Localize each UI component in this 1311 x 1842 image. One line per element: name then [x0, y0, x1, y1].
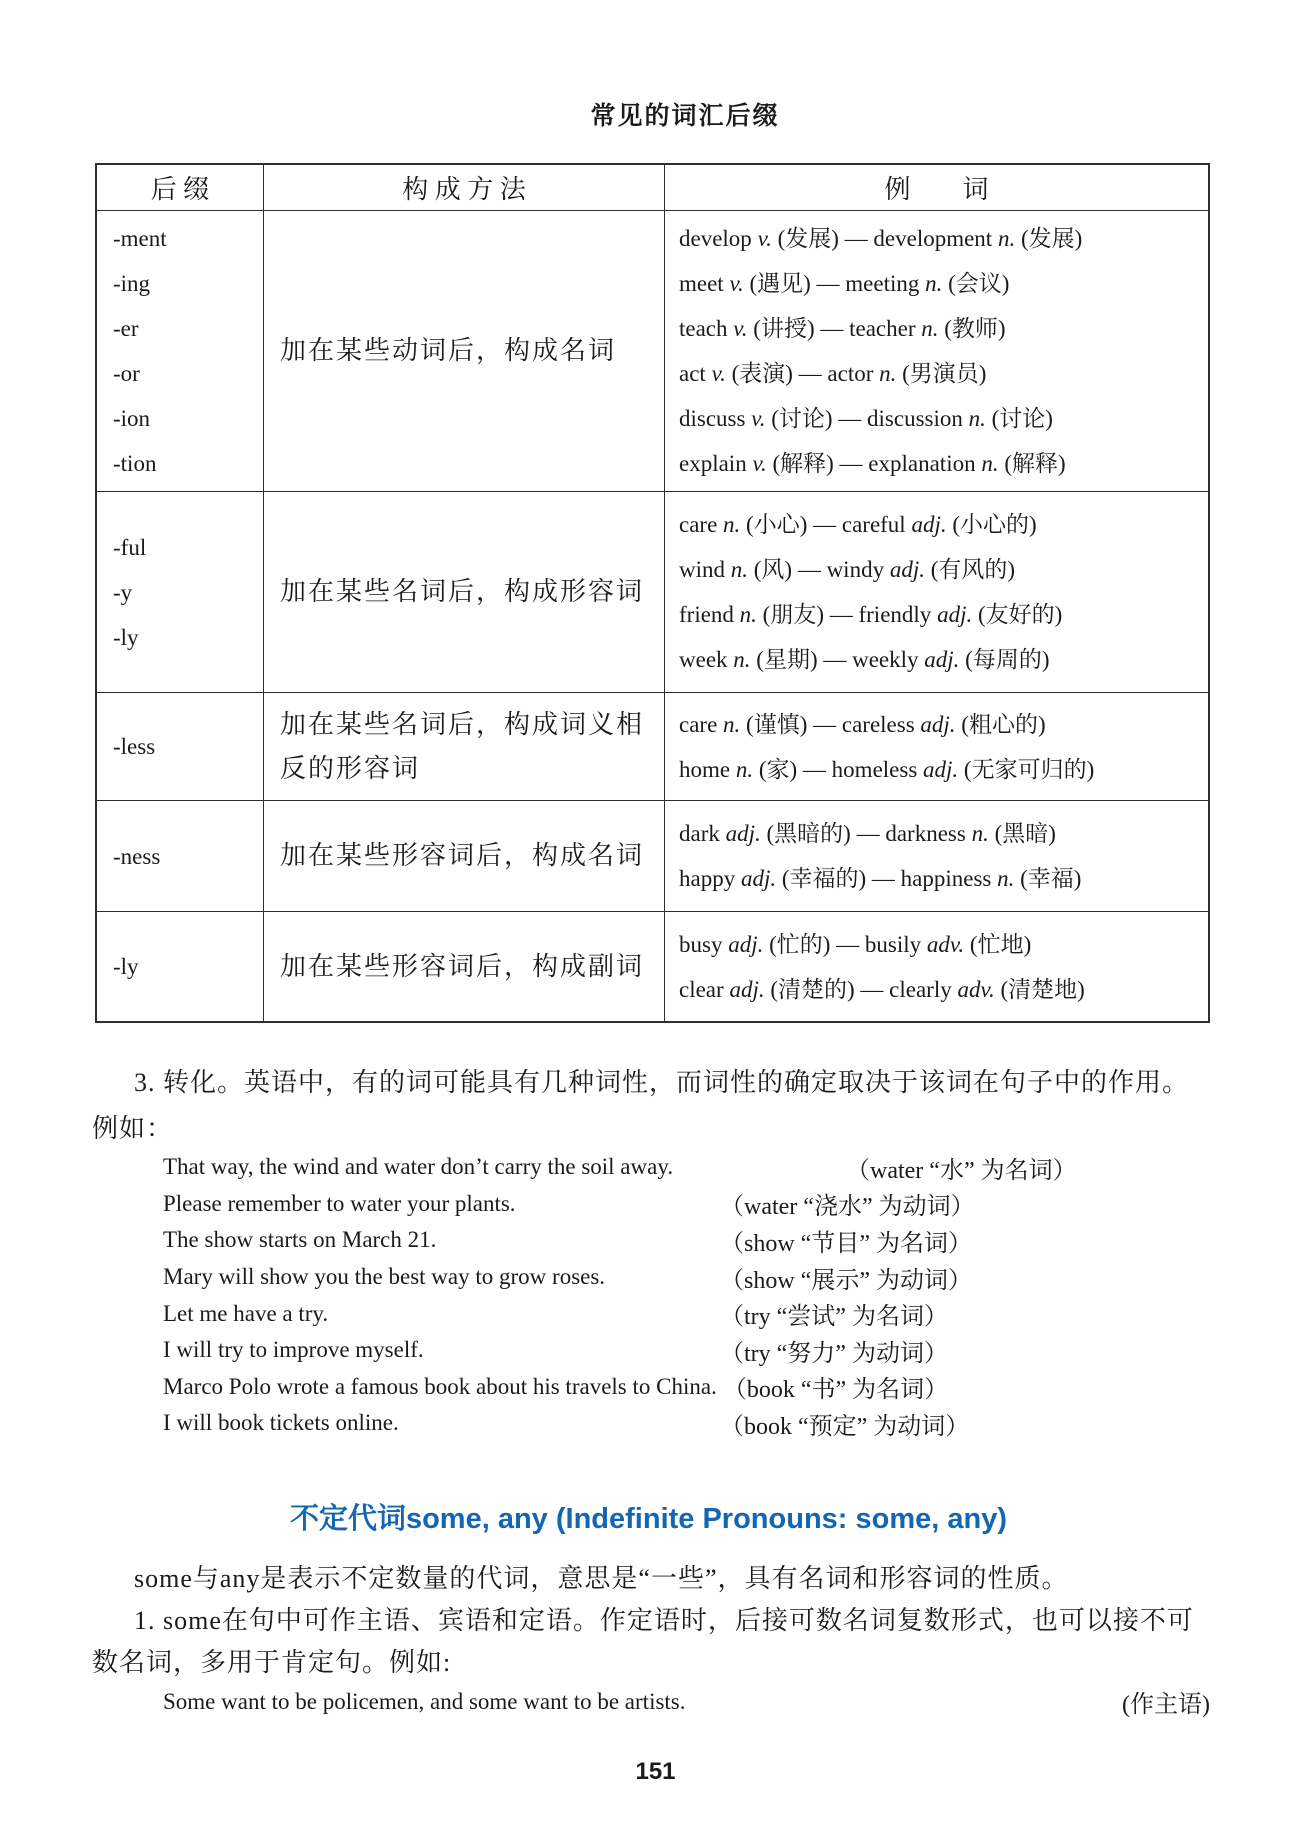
suffix-table	[95, 163, 1210, 1023]
section-heading-indefinite-pronouns: 不定代词some, any (Indefinite Pronouns: some, any)	[289, 1503, 1008, 1535]
some-any-paragraph-1: some与any是表示不定数量的代词，意思是“一些”，具有名词和形容词的性质。	[134, 1564, 1069, 1593]
word-example: teach v. (讲授) — teacher n. (教师)	[679, 316, 1006, 341]
word-example: week n. (星期) — weekly adj. (每周的)	[679, 647, 1050, 672]
example-annotation: （show “展示” 为动词）	[720, 1267, 972, 1294]
col-header-suffix: 后 缀	[150, 175, 210, 204]
word-example: busy adj. (忙的) — busily adv. (忙地)	[679, 931, 1032, 957]
word-example: meet v. (遇见) — meeting n. (会议)	[679, 271, 1010, 296]
col-header-examples: 例 词	[664, 165, 1208, 210]
suffix-label: -y	[113, 579, 133, 605]
suffix-table-row	[97, 800, 1208, 911]
suffix-table-row	[97, 491, 1208, 692]
suffix-label: -ion	[113, 406, 151, 431]
example-annotation: （water “水” 为名词）	[846, 1157, 1077, 1184]
example-sentence: That way, the wind and water don’t carry the soil away.	[163, 1154, 674, 1180]
word-example: happy adj. (幸福的) — happiness n. (幸福)	[679, 866, 1082, 891]
suffix-label: -tion	[113, 451, 157, 476]
suffix-label: -ly	[113, 624, 139, 650]
example-sentence: The show starts on March 21.	[163, 1227, 437, 1253]
some-any-paragraph-2-line1: 1. some在句中可作主语、宾语和定语。作定语时，后接可数名词复数形式，也可以接不可	[134, 1606, 1194, 1635]
example-annotation: （try “努力” 为动词）	[720, 1340, 948, 1367]
suffix-label: -ly	[113, 954, 139, 979]
example-annotation: （book “书” 为名词）	[722, 1377, 949, 1404]
word-example: dark adj. (黑暗的) — darkness n. (黑暗)	[679, 821, 1056, 846]
page-title: 常见的词汇后缀	[590, 103, 780, 130]
suffix-label: -ing	[113, 271, 151, 296]
examples-cell	[664, 492, 1208, 692]
suffix-label: -or	[113, 361, 140, 386]
suffix-label: -less	[113, 734, 156, 759]
conversion-example-row	[163, 1405, 1210, 1442]
examples-cell	[664, 801, 1208, 911]
conversion-example-row	[163, 1332, 1210, 1369]
method-cell	[263, 801, 664, 911]
word-example: friend n. (朋友) — friendly adj. (友好的)	[679, 602, 1063, 627]
conversion-example-row	[163, 1222, 1210, 1259]
suffix-table-row	[97, 692, 1208, 800]
suffix-table-header-row	[97, 165, 1208, 210]
some-any-example-row	[163, 1684, 1210, 1719]
suffix-cell	[97, 693, 263, 800]
col-header-method: 构 成 方 法	[263, 165, 664, 210]
method-text: 加在某些名词后，构成词义相反的形容词	[280, 709, 645, 783]
example-sentence: Mary will show you the best way to grow roses.	[163, 1264, 606, 1290]
word-example: clear adj. (清楚的) — clearly adv. (清楚地)	[679, 976, 1085, 1002]
example-sentence: Please remember to water your plants.	[163, 1190, 516, 1216]
suffix-label: -ful	[113, 534, 147, 560]
suffix-cell	[97, 211, 263, 491]
suffix-label: -ness	[113, 843, 161, 869]
method-cell	[263, 912, 664, 1021]
suffix-table-body	[97, 210, 1208, 1021]
word-example: home n. (家) — homeless adj. (无家可归的)	[679, 756, 1095, 782]
suffix-label: -er	[113, 316, 139, 341]
conversion-intro-line1: 3. 转化。英语中，有的词可能具有几种词性，而词性的确定取决于该词在句子中的作用。	[134, 1068, 1190, 1097]
suffix-cell	[97, 801, 263, 911]
conversion-example-row	[163, 1369, 1210, 1406]
example-sentence: I will book tickets online.	[163, 1410, 399, 1436]
suffix-cell	[97, 912, 263, 1021]
conversion-example-row	[163, 1186, 1210, 1223]
word-example: explain v. (解释) — explanation n. (解释)	[679, 451, 1066, 476]
conversion-example-list	[163, 1149, 1210, 1442]
examples-cell	[664, 211, 1208, 491]
method-text: 加在某些形容词后，构成名词	[280, 841, 645, 870]
word-example: discuss v. (讨论) — discussion n. (讨论)	[679, 406, 1053, 431]
example-sentence: Let me have a try.	[163, 1300, 329, 1326]
example-sentence: Some want to be policemen, and some want to be artists.	[163, 1688, 686, 1714]
examples-cell	[664, 912, 1208, 1021]
conversion-example-row	[163, 1295, 1210, 1332]
method-text: 加在某些动词后，构成名词	[280, 336, 617, 365]
word-example: care n. (小心) — careful adj. (小心的)	[679, 512, 1037, 537]
word-example: act v. (表演) — actor n. (男演员)	[679, 361, 987, 386]
word-example: care n. (谨慎) — careless adj. (粗心的)	[679, 711, 1046, 737]
suffix-label: -ment	[113, 226, 167, 251]
suffix-cell	[97, 492, 263, 692]
word-example: wind n. (风) — windy adj. (有风的)	[679, 557, 1016, 582]
suffix-table-row	[97, 911, 1208, 1021]
page-number: 151	[635, 1758, 676, 1785]
examples-cell	[664, 693, 1208, 800]
suffix-table-row	[97, 210, 1208, 491]
method-text: 加在某些形容词后，构成副词	[280, 951, 645, 981]
example-sentence: Marco Polo wrote a famous book about his travels to China.	[163, 1373, 717, 1399]
word-example: develop v. (发展) — development n. (发展)	[679, 226, 1083, 251]
example-annotation: （try “尝试” 为名词）	[720, 1304, 948, 1331]
method-cell	[263, 211, 664, 491]
example-annotation: （show “节目” 为名词）	[720, 1230, 972, 1257]
example-annotation: （book “预定” 为动词）	[720, 1413, 970, 1440]
example-annotation: (作主语)	[1122, 1692, 1210, 1718]
some-any-paragraph-2-line2: 数名词，多用于肯定句。例如:	[92, 1648, 452, 1677]
example-sentence: I will try to improve myself.	[163, 1337, 424, 1363]
example-annotation: （water “浇水” 为动词）	[720, 1194, 975, 1221]
method-cell	[263, 693, 664, 800]
method-text: 加在某些名词后，构成形容词	[280, 577, 645, 606]
method-cell	[263, 492, 664, 692]
conversion-intro-line2: 例如：	[92, 1114, 174, 1143]
conversion-example-row	[163, 1259, 1210, 1296]
conversion-example-row	[163, 1149, 1210, 1186]
